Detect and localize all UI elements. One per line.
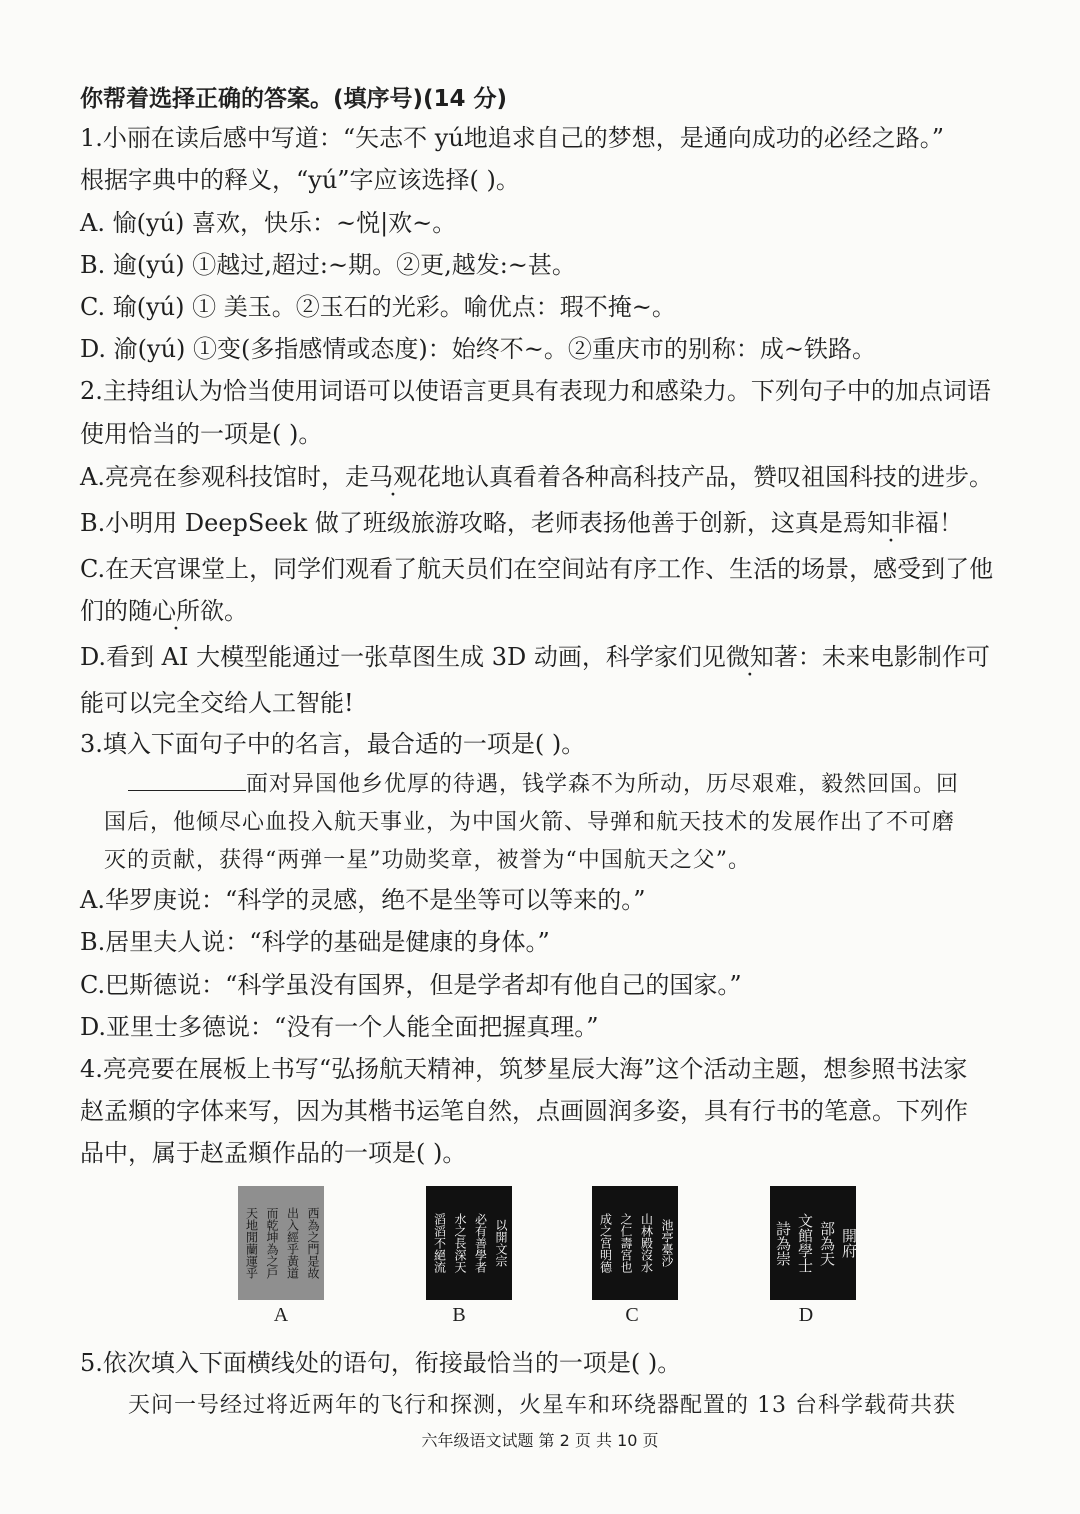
q3-option-b: B.居里夫人说：“科学的基础是健康的身体。” bbox=[80, 928, 550, 956]
dotted-word: 焉知非福 bbox=[842, 509, 939, 537]
q3-passage-line2: 国后，他倾尽心血投入航天事业，为中国火箭、导弹和航天技术的发展作出了不可磨 bbox=[104, 810, 956, 835]
q1-stem-line1: 1.小丽在读后感中写道：“矢志不 yú地追求自己的梦想，是通向成功的必经之路。” bbox=[80, 124, 945, 152]
figure-label-c: C bbox=[625, 1304, 639, 1326]
q4-stem-line2: 赵孟頫的字体来写，因为其楷书运笔自然，点画圆润多姿，具有行书的笔意。下列作 bbox=[80, 1097, 968, 1125]
dotted-word: 见微知著 bbox=[701, 643, 798, 671]
q2-option-c-line1: C.在天宫课堂上，同学们观看了航天员们在空间站有序工作、生活的场景，感受到了他 bbox=[80, 555, 994, 583]
q3-option-a: A.华罗庚说：“科学的灵感，绝不是坐等可以等来的。” bbox=[80, 886, 646, 914]
q2-option-a: A.亮亮在参观科技馆时，走马观花地认真看着各种高科技产品，赞叹祖国科技的进步。 bbox=[80, 463, 993, 491]
q2-option-d-line2: 能可以完全交给人工智能! bbox=[80, 689, 354, 717]
fill-blank bbox=[128, 768, 246, 791]
q1-stem-line2: 根据字典中的释义，“yú”字应该选择( )。 bbox=[80, 166, 520, 194]
q2-option-d-line1: D.看到 AI 大模型能通过一张草图生成 3D 动画，科学家们见微知著：未来电影制作可 bbox=[80, 643, 990, 671]
figure-label-b: B bbox=[452, 1304, 466, 1326]
q5-passage-line1: 天问一号经过将近两年的飞行和探测，火星车和环绕器配置的 13 台科学载荷共获 bbox=[128, 1393, 956, 1418]
dotted-word: 走马观花 bbox=[344, 463, 441, 491]
q3-stem: 3.填入下面句子中的名言，最合适的一项是( )。 bbox=[80, 730, 586, 758]
figure-label-d: D bbox=[798, 1304, 814, 1326]
page-footer: 六年级语文试题 第 2 页 共 10 页 bbox=[421, 1431, 659, 1450]
calligraphy-sample-b: 滔滔不絕流 水之長深天 必有善學者 以開文宗 bbox=[426, 1186, 512, 1300]
q1-option-b: B. 逾(yú) ①越过,超过:~期。②更,越发:~甚。 bbox=[80, 251, 576, 279]
q1-option-c: C. 瑜(yú) ① 美玉。②玉石的光彩。喻优点：瑕不掩~。 bbox=[80, 293, 676, 321]
q2-option-c-line2: 们的随心所欲。 bbox=[80, 597, 248, 625]
q3-option-d: D.亚里士多德说：“没有一个人能全面把握真理。” bbox=[80, 1013, 599, 1041]
q4-stem-line1: 4.亮亮要在展板上书写“弘扬航天精神，筑梦星辰大海”这个活动主题，想参照书法家 bbox=[80, 1055, 968, 1083]
q2-option-b: B.小明用 DeepSeek 做了班级旅游攻略，老师表扬他善于创新，这真是焉知非福！ bbox=[80, 509, 963, 537]
q3-passage-line3: 灭的贡献，获得“两弹一星”功勋奖章，被誉为“中国航天之父”。 bbox=[104, 848, 751, 873]
calligraphy-sample-d: 詩為崇 文館學士 部為天 開府 bbox=[770, 1186, 856, 1300]
q4-stem-line3: 品中，属于赵孟頫作品的一项是( )。 bbox=[80, 1139, 467, 1167]
dotted-word: 随心所欲 bbox=[128, 597, 224, 625]
q3-passage-line1: 面对异国他乡优厚的待遇，钱学森不为所动，历尽艰难，毅然回国。回 bbox=[128, 768, 1058, 802]
q3-option-c: C.巴斯德说：“科学虽没有国界，但是学者却有他自己的国家。” bbox=[80, 971, 742, 999]
calligraphy-sample-a: 天地閒蘭運乎 而乾坤為之戶 出入經乎黃道 西為之門是故 bbox=[238, 1186, 324, 1300]
q1-option-d: D. 渝(yú) ①变(多指感情或态度)：始终不~。②重庆市的别称：成~铁路。 bbox=[80, 335, 876, 363]
q2-stem-line2: 使用恰当的一项是( )。 bbox=[80, 420, 323, 448]
calligraphy-sample-c: 成之宮明德 之仁壽宮也 山林殿沒水 池亭臺沙 bbox=[592, 1186, 678, 1300]
section-instruction: 你帮着选择正确的答案。(填序号)(14 分) bbox=[80, 86, 508, 112]
q2-stem-line1: 2.主持组认为恰当使用词语可以使语言更具有表现力和感染力。下列句子中的加点词语 bbox=[80, 377, 991, 405]
q1-option-a: A. 愉(yú) 喜欢，快乐：~悦|欢~。 bbox=[80, 209, 457, 237]
q5-stem: 5.依次填入下面横线处的语句，衔接最恰当的一项是( )。 bbox=[80, 1349, 682, 1377]
figure-label-a: A bbox=[273, 1304, 289, 1326]
calligraphy-figures bbox=[0, 1186, 1080, 1326]
